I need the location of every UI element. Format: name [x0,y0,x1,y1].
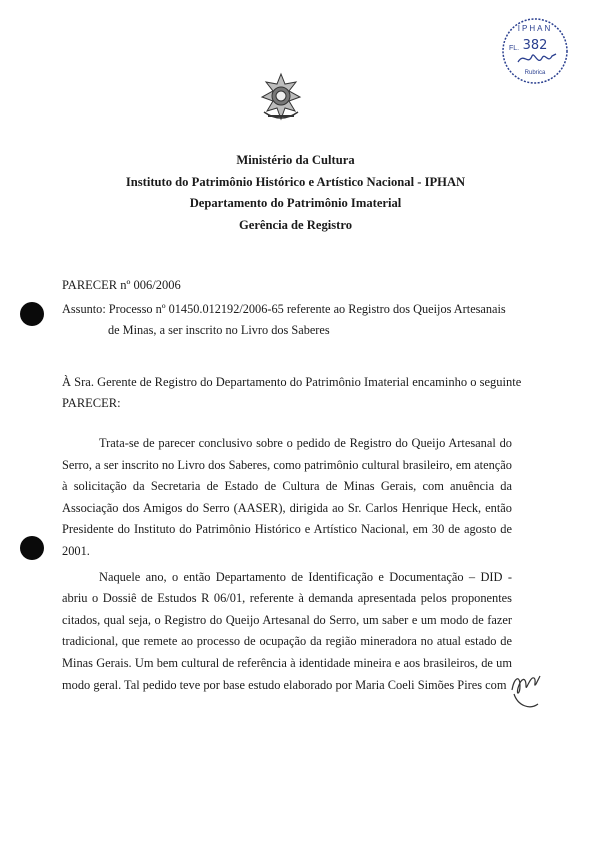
paragraph-1: Trata-se de parecer conclusivo sobre o pedido de Registro do Queijo Artesanal do Serro, a ser inscrito no Livro dos Saberes, como patrimônio cultural brasileiro, em atenção à solicitação da Secretaria de Estado de Cultura de Minas Gerais, com anuência da Associação dos Amigos do Serro (AASER), dirigida ao Sr. Carlos Henrique Heck, então Presidente do Instituto do Patrimônio Histórico e Artístico Nacional, em 30 de agosto de 2001. [62,436,512,558]
salutation-line-2: PARECER: [62,396,121,410]
subject-block [62,299,522,341]
subject-line-1: Assunto: Processo nº 01450.012192/2006-65 referente ao Registro dos Queijos Artesanais [62,302,506,316]
parecer-number: PARECER nº 006/2006 [62,278,181,292]
iphan-page-stamp [500,16,570,86]
stamp-page-number: 382 [522,38,548,53]
punch-hole-bottom [20,536,44,560]
punch-hole-top [20,302,44,326]
stamp-org: IPHAN [517,24,553,33]
institute-name: Instituto do Patrimônio Histórico e Artístico Nacional - IPHAN [125,174,466,189]
department-name: Departamento do Patrimônio Imaterial [189,196,402,210]
salutation [62,372,522,414]
body-text [62,433,512,696]
salutation-line-1: À Sra. Gerente de Registro do Departamento do Patrimônio Imaterial encaminho o seguinte [62,375,522,389]
ministry-name: Ministério da Cultura [236,153,355,167]
subject-line-2: de Minas, a ser inscrito no Livro dos Saberes [108,323,330,337]
coat-of-arms-icon [258,72,304,122]
paragraph-2: Naquele ano, o então Departamento de Identificação e Documentação – DID - abriu o Dossiê de Estudos R 06/01, referente à demanda apresentada pelos proponentes citados, qual seja, o Registro do Queijo Artesanal do Serro, um saber e um modo de fazer tradicional, que remete ao processo de ocupação da região mineradora no atual estado de Minas Gerais. Um bem cultural de referência à identidade mineira e aos brasileiros, de um modo geral. Tal pedido teve por base estudo elaborado por Maria Coeli Simões Pires com [62,569,512,692]
stamp-signature-icon [518,54,556,62]
handwritten-initials-icon [508,664,544,712]
letterhead [0,150,591,236]
stamp-rubrica: Rubrica [524,70,546,76]
stamp-fl-label: FL. [509,45,520,52]
division-name: Gerência de Registro [238,217,353,232]
